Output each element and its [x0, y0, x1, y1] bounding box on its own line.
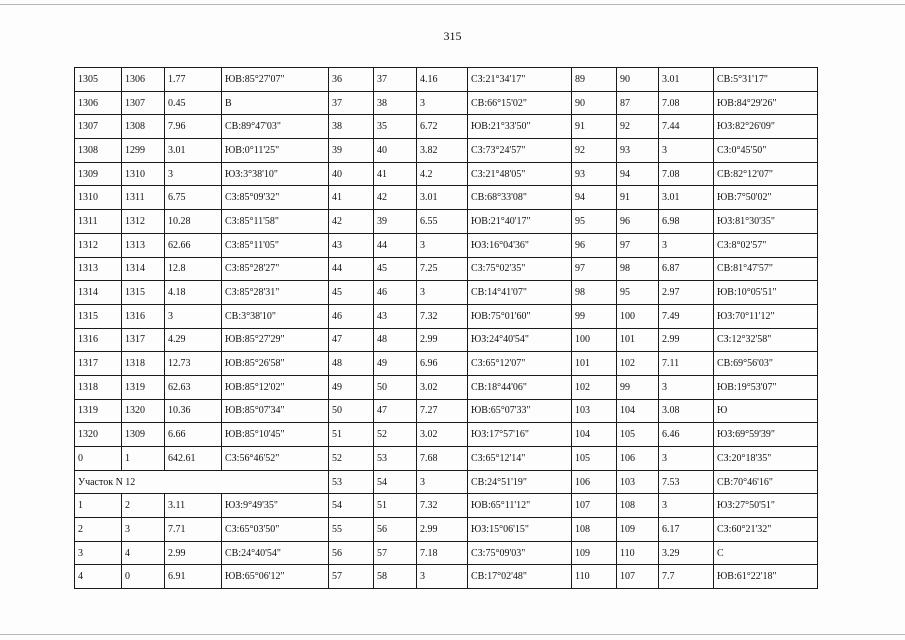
table-cell: 103 — [572, 399, 617, 423]
table-cell: ЮЗ:27°50'51" — [714, 494, 818, 518]
table-row — [75, 494, 818, 518]
table-cell: 87 — [617, 91, 659, 115]
table-cell: 42 — [374, 186, 417, 210]
table-cell: 0 — [75, 447, 122, 471]
table-cell: 100 — [617, 304, 659, 328]
table-cell: 91 — [617, 186, 659, 210]
top-rule — [0, 4, 905, 5]
table-cell: 100 — [572, 328, 617, 352]
table-cell: 6.75 — [165, 186, 222, 210]
table-cell: 1315 — [75, 304, 122, 328]
table-cell: 4.18 — [165, 281, 222, 305]
table-cell: ЮВ:10°05'51" — [714, 281, 818, 305]
table-cell: 54 — [374, 470, 417, 494]
table-cell: СВ:68°33'08" — [468, 186, 572, 210]
table-cell: ЮЗ:16°04'36" — [468, 233, 572, 257]
table-cell: 45 — [329, 281, 374, 305]
table-cell: 3 — [659, 139, 714, 163]
table-row — [75, 328, 818, 352]
table-cell: 3.01 — [659, 186, 714, 210]
table-cell: 1311 — [75, 210, 122, 234]
table-cell: ЮВ:85°27'07" — [222, 68, 329, 92]
table-row — [75, 91, 818, 115]
table-cell: 7.08 — [659, 91, 714, 115]
table-cell: СВ:81°47'57" — [714, 257, 818, 281]
table-cell: Ю — [714, 399, 818, 423]
table-cell: 90 — [617, 68, 659, 92]
table-row — [75, 139, 818, 163]
table-cell: 49 — [374, 352, 417, 376]
table-cell: 12.73 — [165, 352, 222, 376]
table-cell: 3.08 — [659, 399, 714, 423]
table-cell: 107 — [572, 494, 617, 518]
table-cell: 3.82 — [417, 139, 468, 163]
table-cell: 108 — [572, 518, 617, 542]
table-cell: 3 — [417, 565, 468, 589]
table-cell: СЗ:21°34'17" — [468, 68, 572, 92]
table-cell: 1.77 — [165, 68, 222, 92]
table-cell: 38 — [329, 115, 374, 139]
table-row — [75, 233, 818, 257]
table-cell: 50 — [329, 399, 374, 423]
table-cell: ЮЗ:24°40'54" — [468, 328, 572, 352]
table-cell: 7.32 — [417, 304, 468, 328]
table-cell: ЮВ:85°12'02" — [222, 375, 329, 399]
table-cell: 40 — [374, 139, 417, 163]
table-cell: СЗ:65°12'14" — [468, 447, 572, 471]
table-cell: 3 — [659, 447, 714, 471]
table-cell: 48 — [374, 328, 417, 352]
table-cell: 98 — [572, 281, 617, 305]
table-cell: 1307 — [75, 115, 122, 139]
table-cell: 3.01 — [165, 139, 222, 163]
table-cell: 90 — [572, 91, 617, 115]
table-cell: 109 — [572, 541, 617, 565]
table-cell: 56 — [374, 518, 417, 542]
table-cell: СВ:24°40'54" — [222, 541, 329, 565]
table-cell: СЗ:85°28'27" — [222, 257, 329, 281]
table-cell: 53 — [329, 470, 374, 494]
table-row — [75, 565, 818, 589]
table-cell: ЮЗ:69°59'39" — [714, 423, 818, 447]
table-row — [75, 399, 818, 423]
table-cell: 39 — [329, 139, 374, 163]
table-cell: 1314 — [122, 257, 165, 281]
table-cell: СЗ:60°21'32" — [714, 518, 818, 542]
table-cell: ЮВ:85°27'29" — [222, 328, 329, 352]
table-cell: 3 — [75, 541, 122, 565]
table-cell: ЮВ:21°33'50" — [468, 115, 572, 139]
table-cell: СЗ:85°11'58" — [222, 210, 329, 234]
table-cell: С — [714, 541, 818, 565]
table-cell: 52 — [329, 447, 374, 471]
table-cell: 50 — [374, 375, 417, 399]
table-cell: 1312 — [122, 210, 165, 234]
table-cell: 39 — [374, 210, 417, 234]
table-cell: 0.45 — [165, 91, 222, 115]
table-cell: 1320 — [75, 423, 122, 447]
table-cell: 109 — [617, 518, 659, 542]
table-cell: 58 — [374, 565, 417, 589]
table-cell: ЮВ:65°07'33" — [468, 399, 572, 423]
table-cell: 93 — [617, 139, 659, 163]
table-cell: 97 — [572, 257, 617, 281]
table-cell: 102 — [617, 352, 659, 376]
table-cell: 2.97 — [659, 281, 714, 305]
table-row — [75, 186, 818, 210]
table-cell: 1310 — [75, 186, 122, 210]
table-cell: 1305 — [75, 68, 122, 92]
table-cell: 1306 — [75, 91, 122, 115]
table-cell: СЗ:85°09'32" — [222, 186, 329, 210]
table-cell: 89 — [572, 68, 617, 92]
bottom-rule — [0, 634, 905, 635]
table-cell: ЮЗ:15°06'15" — [468, 518, 572, 542]
table-cell: 91 — [572, 115, 617, 139]
table-cell: СЗ:56°46'52" — [222, 447, 329, 471]
table-cell: ЮЗ:9°49'35" — [222, 494, 329, 518]
table-cell: 1311 — [122, 186, 165, 210]
table-row — [75, 470, 818, 494]
table-cell: 43 — [374, 304, 417, 328]
table-cell: 46 — [329, 304, 374, 328]
table-cell: 3 — [417, 281, 468, 305]
table-cell: ЮВ:85°10'45" — [222, 423, 329, 447]
table-row — [75, 375, 818, 399]
table-cell: 40 — [329, 162, 374, 186]
table-cell: 37 — [329, 91, 374, 115]
table-row — [75, 352, 818, 376]
table-cell: СЗ:85°11'05" — [222, 233, 329, 257]
table-row — [75, 447, 818, 471]
table-cell: 110 — [572, 565, 617, 589]
table-cell: 7.25 — [417, 257, 468, 281]
table-cell: 1310 — [122, 162, 165, 186]
table-cell: 7.11 — [659, 352, 714, 376]
table-cell: 51 — [374, 494, 417, 518]
table-cell: 1316 — [75, 328, 122, 352]
table-cell: 106 — [572, 470, 617, 494]
table-cell: 3 — [122, 518, 165, 542]
table-cell: 1308 — [75, 139, 122, 163]
section-label: Участок N 12 — [75, 470, 329, 494]
table-cell: СВ:69°56'03" — [714, 352, 818, 376]
table-cell: 94 — [572, 186, 617, 210]
table-cell: 7.32 — [417, 494, 468, 518]
table-cell: ЮЗ:17°57'16" — [468, 423, 572, 447]
table-cell: СВ:70°46'16" — [714, 470, 818, 494]
table-cell: 1309 — [122, 423, 165, 447]
table-cell: 4.29 — [165, 328, 222, 352]
table-cell: 6.55 — [417, 210, 468, 234]
table-cell: 96 — [572, 233, 617, 257]
table-cell: ЮВ:85°07'34" — [222, 399, 329, 423]
table-cell: 41 — [329, 186, 374, 210]
table-cell: СЗ:0°45'50" — [714, 139, 818, 163]
table-cell: 3 — [417, 91, 468, 115]
table-cell: ЮВ:65°06'12" — [222, 565, 329, 589]
table-cell: СЗ:65°03'50" — [222, 518, 329, 542]
table-cell: 6.72 — [417, 115, 468, 139]
table-cell: 10.28 — [165, 210, 222, 234]
table-cell: 1314 — [75, 281, 122, 305]
table-cell: 3.02 — [417, 375, 468, 399]
table-cell: 2.99 — [417, 328, 468, 352]
table-cell: 54 — [329, 494, 374, 518]
table-cell: 103 — [617, 470, 659, 494]
table-cell: 94 — [617, 162, 659, 186]
table-cell: СЗ:20°18'35" — [714, 447, 818, 471]
table-cell: 7.49 — [659, 304, 714, 328]
table-cell: 57 — [374, 541, 417, 565]
table-cell: 98 — [617, 257, 659, 281]
table-cell: 4 — [122, 541, 165, 565]
table-cell: СЗ:85°28'31" — [222, 281, 329, 305]
table-row — [75, 541, 818, 565]
table-cell: 3.29 — [659, 541, 714, 565]
table-cell: 1319 — [122, 375, 165, 399]
table-cell: 6.87 — [659, 257, 714, 281]
table-cell: 642.61 — [165, 447, 222, 471]
table-cell: 97 — [617, 233, 659, 257]
table-cell: 44 — [374, 233, 417, 257]
table-cell: 53 — [374, 447, 417, 471]
table-cell: 47 — [329, 328, 374, 352]
table-cell: СЗ:21°48'05" — [468, 162, 572, 186]
table-cell: 1312 — [75, 233, 122, 257]
table-cell: 57 — [329, 565, 374, 589]
table-cell: 6.46 — [659, 423, 714, 447]
table-cell: СВ:14°41'07" — [468, 281, 572, 305]
table-cell: 3 — [659, 233, 714, 257]
table-cell: 12.8 — [165, 257, 222, 281]
table-cell: ЮЗ:70°11'12" — [714, 304, 818, 328]
table-cell: 1299 — [122, 139, 165, 163]
table-cell: 1307 — [122, 91, 165, 115]
table-cell: 45 — [374, 257, 417, 281]
table-cell: 56 — [329, 541, 374, 565]
table-cell: 4.2 — [417, 162, 468, 186]
table-cell: 38 — [374, 91, 417, 115]
table-cell: СВ:3°38'10" — [222, 304, 329, 328]
table-cell: 99 — [572, 304, 617, 328]
table-cell: 1319 — [75, 399, 122, 423]
table-cell: СВ:66°15'02" — [468, 91, 572, 115]
table-cell: 7.18 — [417, 541, 468, 565]
table-cell: ЮВ:19°53'07" — [714, 375, 818, 399]
table-cell: 55 — [329, 518, 374, 542]
table-cell: 47 — [374, 399, 417, 423]
table-cell: 7.7 — [659, 565, 714, 589]
table-cell: 101 — [572, 352, 617, 376]
table-cell: 52 — [374, 423, 417, 447]
page-number: 315 — [443, 29, 462, 43]
table-cell: 43 — [329, 233, 374, 257]
table-cell: ЮЗ:3°38'10" — [222, 162, 329, 186]
table-row — [75, 257, 818, 281]
table-cell: 95 — [572, 210, 617, 234]
table-cell: 1317 — [122, 328, 165, 352]
table-row — [75, 68, 818, 92]
table-cell: 7.96 — [165, 115, 222, 139]
table-cell: СЗ:8°02'57" — [714, 233, 818, 257]
boundary-coordinates-table — [74, 67, 818, 589]
table-cell: 6.98 — [659, 210, 714, 234]
table-cell: ЮВ:0°11'25" — [222, 139, 329, 163]
table-cell: ЮВ:85°26'58" — [222, 352, 329, 376]
table-cell: 2.99 — [417, 518, 468, 542]
table-cell: 3 — [165, 162, 222, 186]
table-cell: 36 — [329, 68, 374, 92]
table-cell: 110 — [617, 541, 659, 565]
table-cell: СВ:5°31'17" — [714, 68, 818, 92]
table-cell: СВ:82°12'07" — [714, 162, 818, 186]
table-cell: ЮВ:61°22'18" — [714, 565, 818, 589]
table-cell: 108 — [617, 494, 659, 518]
table-cell: ЮЗ:82°26'09" — [714, 115, 818, 139]
table-cell: 37 — [374, 68, 417, 92]
table-cell: 0 — [122, 565, 165, 589]
table-cell: СЗ:75°09'03" — [468, 541, 572, 565]
table-cell: 105 — [572, 447, 617, 471]
table-cell: 3 — [659, 494, 714, 518]
table-cell: 1 — [75, 494, 122, 518]
table-cell: 49 — [329, 375, 374, 399]
table-cell: 48 — [329, 352, 374, 376]
table-cell: 7.08 — [659, 162, 714, 186]
table-cell: 35 — [374, 115, 417, 139]
table-cell: ЮВ:75°01'60" — [468, 304, 572, 328]
table-cell: 3 — [417, 470, 468, 494]
table-cell: 6.96 — [417, 352, 468, 376]
table-cell: СВ:18°44'06" — [468, 375, 572, 399]
table-cell: 7.53 — [659, 470, 714, 494]
table-cell: 44 — [329, 257, 374, 281]
table-cell: 4.16 — [417, 68, 468, 92]
table-cell: 51 — [329, 423, 374, 447]
table-cell: 1313 — [75, 257, 122, 281]
table-cell: 107 — [617, 565, 659, 589]
table-cell: 1320 — [122, 399, 165, 423]
table-cell: 41 — [374, 162, 417, 186]
table-cell: 101 — [617, 328, 659, 352]
table-cell: 105 — [617, 423, 659, 447]
table-cell: 3.01 — [417, 186, 468, 210]
table-row — [75, 518, 818, 542]
table-cell: 1317 — [75, 352, 122, 376]
table-cell: 1318 — [122, 352, 165, 376]
table-cell: 1316 — [122, 304, 165, 328]
table-cell: 96 — [617, 210, 659, 234]
table-cell: 1308 — [122, 115, 165, 139]
table-cell: 7.27 — [417, 399, 468, 423]
table-cell: 99 — [617, 375, 659, 399]
table-cell: 6.66 — [165, 423, 222, 447]
table-cell: 42 — [329, 210, 374, 234]
table-cell: СВ:24°51'19" — [468, 470, 572, 494]
table-cell: ЮВ:21°40'17" — [468, 210, 572, 234]
table-cell: 102 — [572, 375, 617, 399]
table-cell: СЗ:65°12'07" — [468, 352, 572, 376]
table-cell: СЗ:12°32'58" — [714, 328, 818, 352]
table-row — [75, 162, 818, 186]
table-cell: 2.99 — [659, 328, 714, 352]
table-cell: СЗ:73°24'57" — [468, 139, 572, 163]
table-cell: ЮЗ:81°30'35" — [714, 210, 818, 234]
table-cell: 6.91 — [165, 565, 222, 589]
table-cell: В — [222, 91, 329, 115]
table-cell: 3.11 — [165, 494, 222, 518]
table-cell: 3 — [165, 304, 222, 328]
table-cell: ЮВ:65°11'12" — [468, 494, 572, 518]
table-cell: 1318 — [75, 375, 122, 399]
table-cell: 95 — [617, 281, 659, 305]
table-cell: 10.36 — [165, 399, 222, 423]
table-cell: 2 — [75, 518, 122, 542]
table-cell: 1315 — [122, 281, 165, 305]
table-cell: 92 — [572, 139, 617, 163]
table-cell: СЗ:75°02'35" — [468, 257, 572, 281]
table-cell: 6.17 — [659, 518, 714, 542]
table-cell: 3 — [659, 375, 714, 399]
table-cell: 1306 — [122, 68, 165, 92]
table-cell: ЮВ:84°29'26" — [714, 91, 818, 115]
table-row — [75, 210, 818, 234]
table-cell: 1313 — [122, 233, 165, 257]
table-row — [75, 281, 818, 305]
table-row — [75, 115, 818, 139]
table-cell: 106 — [617, 447, 659, 471]
table-cell: 2 — [122, 494, 165, 518]
table-cell: 2.99 — [165, 541, 222, 565]
table-cell: 104 — [572, 423, 617, 447]
table-cell: 3.01 — [659, 68, 714, 92]
table-cell: 3 — [417, 233, 468, 257]
table-cell: СВ:89°47'03" — [222, 115, 329, 139]
table-row — [75, 304, 818, 328]
table-cell: 3.02 — [417, 423, 468, 447]
table-cell: 46 — [374, 281, 417, 305]
table-cell: 62.66 — [165, 233, 222, 257]
table-cell: 62.63 — [165, 375, 222, 399]
table-cell: 92 — [617, 115, 659, 139]
table-cell: 7.71 — [165, 518, 222, 542]
table-row — [75, 423, 818, 447]
table-cell: 1 — [122, 447, 165, 471]
table-cell: 104 — [617, 399, 659, 423]
table-cell: 93 — [572, 162, 617, 186]
table-cell: 1309 — [75, 162, 122, 186]
table-cell: 7.44 — [659, 115, 714, 139]
table-cell: 7.68 — [417, 447, 468, 471]
table-cell: ЮВ:7°50'02" — [714, 186, 818, 210]
table-cell: СВ:17°02'48" — [468, 565, 572, 589]
table-cell: 4 — [75, 565, 122, 589]
